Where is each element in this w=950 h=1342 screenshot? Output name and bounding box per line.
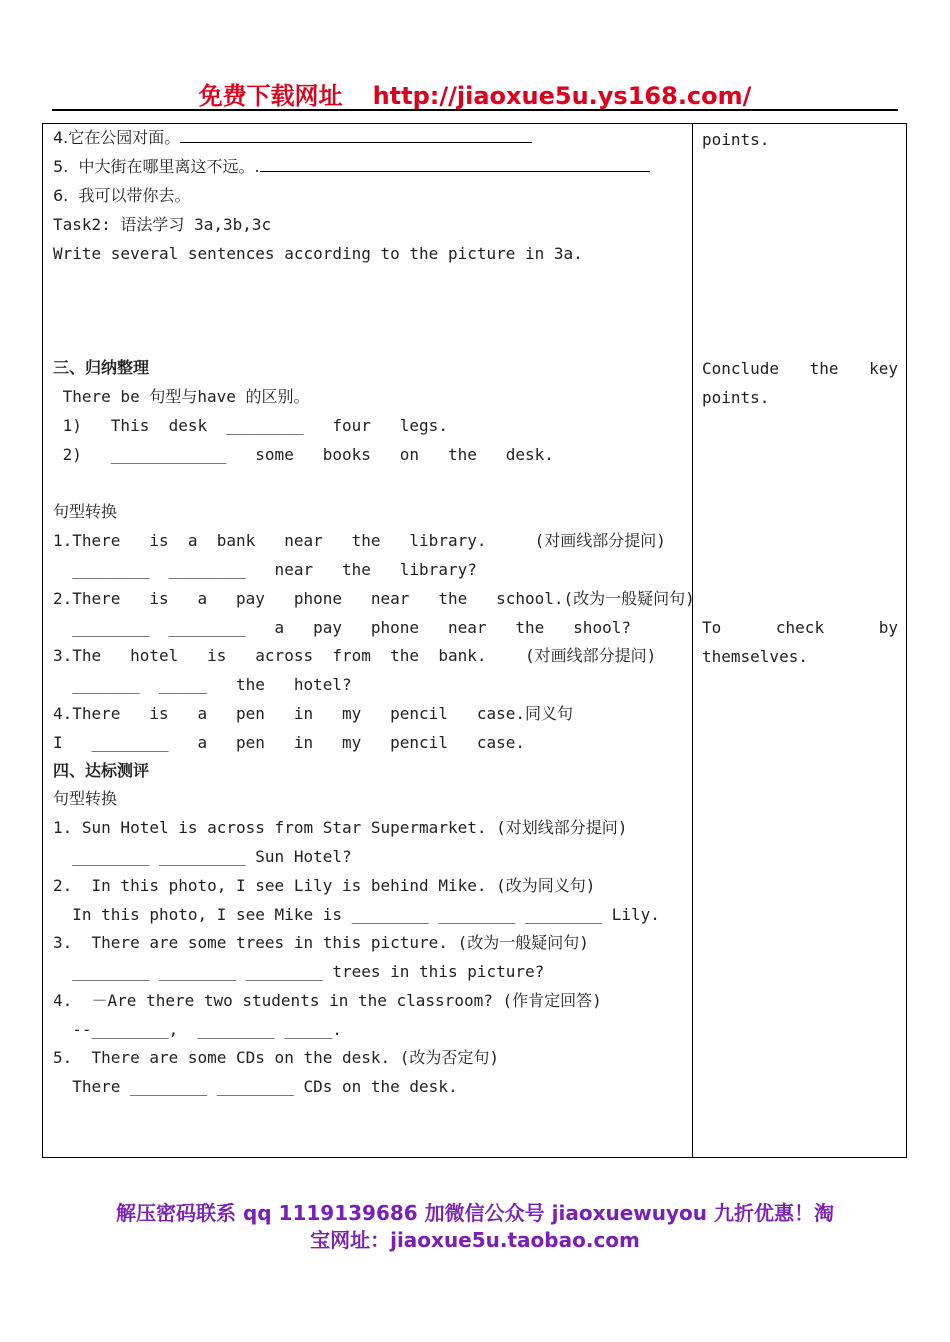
exercise-line: ________ _________ Sun Hotel? (53, 847, 352, 866)
exercise-line: 4.There is a pen in my pencil case.同义句 (53, 704, 574, 723)
exercise-line: 1.There is a bank near the library. (对画线部分提问) (53, 531, 666, 550)
exercise-line: 5. There are some CDs on the desk. (改为否定句) (53, 1048, 500, 1067)
exercise-line: ________ ________ near the library? (53, 560, 477, 579)
header-divider (52, 109, 898, 111)
exercise-line: 4. －Are there two students in the classroom? (作肯定回答) (53, 991, 602, 1010)
section-heading-summary: 三、归纳整理 (53, 358, 150, 377)
footer-shop-link[interactable]: 宝网址：jiaoxue5u.taobao.com (310, 1228, 640, 1252)
banner-label: 免费下载网址 (198, 82, 343, 110)
exercise-line: ________ ________ a pay phone near the shool? (53, 618, 631, 637)
side-note-check: To check by themselves. (702, 618, 898, 666)
exercise-line: 2.There is a pay phone near the school.(改为一般疑问句) (53, 589, 695, 608)
exercise-line: 2. In this photo, I see Lily is behind Mike. (改为同义句) (53, 876, 596, 895)
exercise-line: 4.它在公园对面。 (53, 128, 532, 148)
exercise-line: 6. 我可以带你去。 (53, 186, 191, 205)
banner-url-link[interactable]: http://jiaoxue5u.ys168.com/ (372, 82, 752, 110)
side-note-points: points. (702, 130, 770, 149)
exercise-line: _______ _____ the hotel? (53, 675, 352, 694)
column-divider (692, 123, 693, 1158)
exercise-line: There ________ ________ CDs on the desk. (53, 1077, 458, 1096)
footer-contact: 解压密码联系 qq 1119139686 加微信公众号 jiaoxuewuyou 九折优惠！淘 (116, 1201, 834, 1225)
task-instruction: Write several sentences according to the picture in 3a. (53, 244, 583, 263)
exercise-line: I ________ a pen in my pencil case. (53, 733, 526, 752)
exercise-line: ________ ________ ________ trees in this picture? (53, 962, 545, 981)
exercise-line: In this photo, I see Mike is ________ ________ ________ Lily. (53, 905, 660, 924)
subheading-transform: 句型转换 (53, 502, 118, 521)
section-heading-test: 四、达标测评 (53, 761, 150, 780)
side-note-conclude: Conclude the key points. (702, 359, 898, 407)
task-heading: Task2: 语法学习 3a,3b,3c (53, 215, 272, 234)
exercise-line: 5. 中大街在哪里离这不远。. (53, 157, 650, 177)
exercise-line: --________, ________ _____. (53, 1020, 342, 1039)
exercise-line: 3. There are some trees in this picture. (改为一般疑问句) (53, 933, 589, 952)
exercise-line: 1. Sun Hotel is across from Star Supermarket. (对划线部分提问) (53, 818, 628, 837)
subheading-transform: 句型转换 (53, 789, 118, 808)
grammar-note: There be 句型与have 的区别。 (53, 387, 310, 406)
exercise-line: 2) ____________ some books on the desk. (53, 445, 554, 464)
exercise-line: 1) This desk ________ four legs. (53, 416, 448, 435)
exercise-line: 3.The hotel is across from the bank. (对画线部分提问) (53, 646, 657, 665)
download-banner (0, 76, 950, 111)
